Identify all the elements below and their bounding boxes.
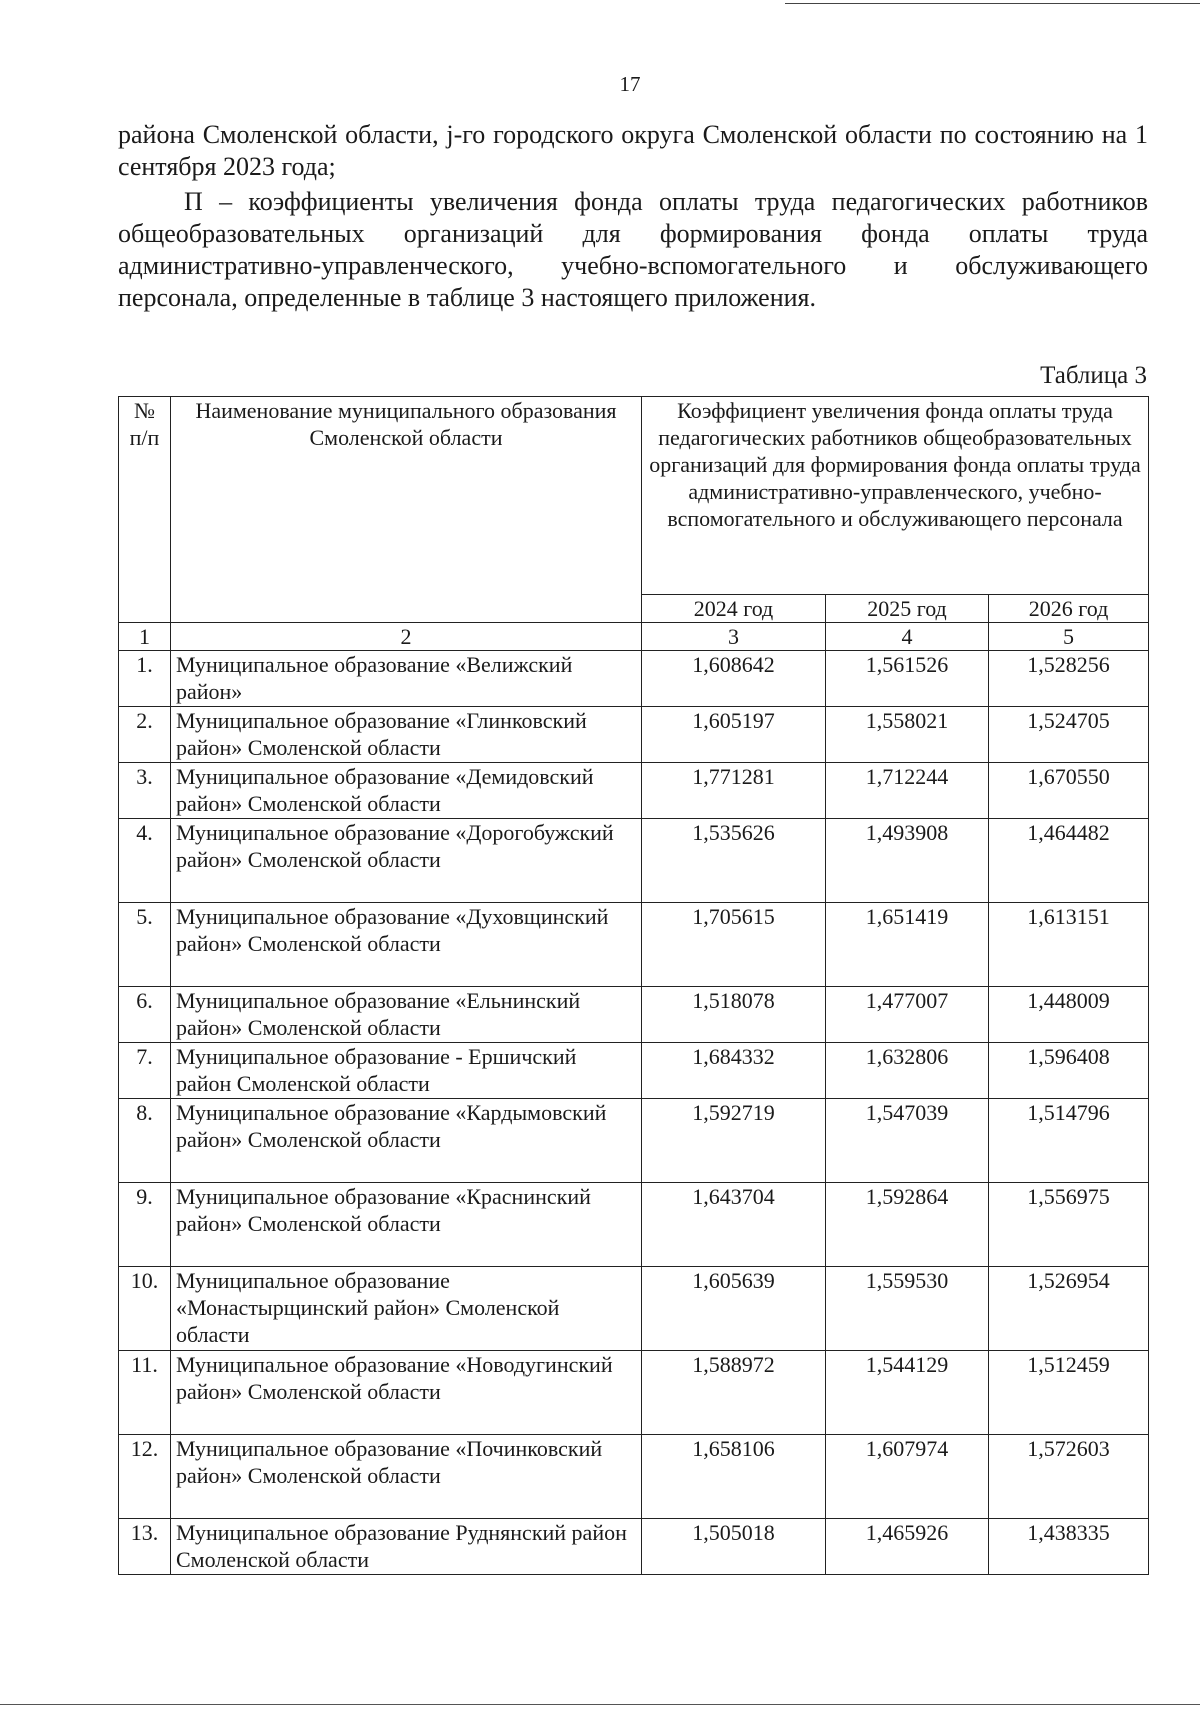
coefficient-2025: 1,477007 <box>826 987 989 1043</box>
coefficient-2026: 1,670550 <box>989 763 1149 819</box>
coefficient-2024: 1,605639 <box>642 1267 826 1351</box>
coefficient-2024: 1,518078 <box>642 987 826 1043</box>
municipality-name: Муниципальное образование «Духовщинский район» Смоленской области <box>171 903 642 987</box>
row-number: 8. <box>119 1099 171 1183</box>
coefficient-2025: 1,592864 <box>826 1183 989 1267</box>
coefficient-2026: 1,464482 <box>989 819 1149 903</box>
table-row <box>119 1043 1149 1099</box>
coefficient-2026: 1,514796 <box>989 1099 1149 1183</box>
table-row <box>119 651 1149 707</box>
column-number-2: 2 <box>171 623 642 651</box>
coefficient-2026: 1,572603 <box>989 1435 1149 1519</box>
row-number: 12. <box>119 1435 171 1519</box>
coefficient-2026: 1,526954 <box>989 1267 1149 1351</box>
table-row <box>119 1183 1149 1267</box>
page-number: 17 <box>619 72 641 96</box>
table-row <box>119 819 1149 903</box>
coefficient-2024: 1,592719 <box>642 1099 826 1183</box>
coefficient-2026: 1,613151 <box>989 903 1149 987</box>
table-row <box>119 1519 1149 1575</box>
header-municipality-name: Наименование муниципального образования Смоленской области <box>171 397 642 623</box>
coefficient-2026: 1,448009 <box>989 987 1149 1043</box>
municipality-name: Муниципальное образование «Краснинский район» Смоленской области <box>171 1183 642 1267</box>
coefficient-2026: 1,528256 <box>989 651 1149 707</box>
coefficients-table <box>118 396 1149 1575</box>
table-row <box>119 1351 1149 1435</box>
table-row <box>119 1267 1149 1351</box>
coefficient-2025: 1,607974 <box>826 1435 989 1519</box>
coefficient-2025: 1,547039 <box>826 1099 989 1183</box>
table-row <box>119 903 1149 987</box>
coefficient-2024: 1,535626 <box>642 819 826 903</box>
header-year-2026: 2026 год <box>989 595 1149 623</box>
top-rule <box>785 3 1200 4</box>
column-number-5: 5 <box>989 623 1149 651</box>
municipality-name: Муниципальное образование «Велижский район» <box>171 651 642 707</box>
municipality-name: Муниципальное образование «Монастырщинский район» Смоленской области <box>171 1267 642 1351</box>
row-number: 11. <box>119 1351 171 1435</box>
row-number: 7. <box>119 1043 171 1099</box>
row-number: 5. <box>119 903 171 987</box>
table-row <box>119 1435 1149 1519</box>
municipality-name: Муниципальное образование «Починковский район» Смоленской области <box>171 1435 642 1519</box>
coefficient-2024: 1,588972 <box>642 1351 826 1435</box>
column-number-1: 1 <box>119 623 171 651</box>
header-year-2024: 2024 год <box>642 595 826 623</box>
coefficient-2025: 1,465926 <box>826 1519 989 1575</box>
header-number: № п/п <box>119 397 171 623</box>
municipality-name: Муниципальное образование «Кардымовский район» Смоленской области <box>171 1099 642 1183</box>
header-year-2025: 2025 год <box>826 595 989 623</box>
coefficient-2026: 1,596408 <box>989 1043 1149 1099</box>
coefficient-2026: 1,438335 <box>989 1519 1149 1575</box>
row-number: 13. <box>119 1519 171 1575</box>
column-number-4: 4 <box>826 623 989 651</box>
municipality-name: Муниципальное образование Руднянский район Смоленской области <box>171 1519 642 1575</box>
row-number: 6. <box>119 987 171 1043</box>
row-number: 1. <box>119 651 171 707</box>
coefficient-2024: 1,705615 <box>642 903 826 987</box>
municipality-name: Муниципальное образование - Ершичский район Смоленской области <box>171 1043 642 1099</box>
coefficient-2025: 1,561526 <box>826 651 989 707</box>
row-number: 2. <box>119 707 171 763</box>
coefficient-2024: 1,605197 <box>642 707 826 763</box>
table-row <box>119 707 1149 763</box>
coefficient-2026: 1,524705 <box>989 707 1149 763</box>
bottom-rule <box>0 1704 1200 1705</box>
municipality-name: Муниципальное образование «Новодугинский район» Смоленской области <box>171 1351 642 1435</box>
municipality-name: Муниципальное образование «Демидовский район» Смоленской области <box>171 763 642 819</box>
coefficient-2025: 1,651419 <box>826 903 989 987</box>
coefficient-2024: 1,771281 <box>642 763 826 819</box>
table-row <box>119 763 1149 819</box>
paragraph-continuation: района Смоленской области, j-го городского округа Смоленской области по состоянию на 1 сентября 2023 года; <box>118 120 1148 181</box>
coefficient-2026: 1,556975 <box>989 1183 1149 1267</box>
column-number-3: 3 <box>642 623 826 651</box>
coefficient-2024: 1,684332 <box>642 1043 826 1099</box>
municipality-name: Муниципальное образование «Дорогобужский район» Смоленской области <box>171 819 642 903</box>
municipality-name: Муниципальное образование «Ельнинский район» Смоленской области <box>171 987 642 1043</box>
coefficient-2024: 1,505018 <box>642 1519 826 1575</box>
row-number: 9. <box>119 1183 171 1267</box>
row-number: 3. <box>119 763 171 819</box>
coefficient-2024: 1,643704 <box>642 1183 826 1267</box>
coefficient-2025: 1,632806 <box>826 1043 989 1099</box>
header-coefficient: Коэффициент увеличения фонда оплаты труда педагогических работников общеобразовательных организаций для формирования фонда оплаты труда административно-управленческого, учебно-вспомогательного и обслуживающего персонала <box>642 397 1149 595</box>
table-caption: Таблица 3 <box>1040 362 1147 389</box>
coefficient-2024: 1,608642 <box>642 651 826 707</box>
paragraph-definition: П – коэффициенты увеличения фонда оплаты труда педагогических работников общеобразовательных организаций для формирования фонда оплаты труда административно-управленческого, учебно-вспомогательного и обслуживающего персонала, определенные в таблице 3 настоящего приложения. <box>118 187 1148 312</box>
table-row <box>119 987 1149 1043</box>
coefficient-2025: 1,493908 <box>826 819 989 903</box>
coefficient-2024: 1,658106 <box>642 1435 826 1519</box>
coefficient-2026: 1,512459 <box>989 1351 1149 1435</box>
coefficient-2025: 1,712244 <box>826 763 989 819</box>
coefficient-2025: 1,558021 <box>826 707 989 763</box>
coefficient-2025: 1,559530 <box>826 1267 989 1351</box>
row-number: 4. <box>119 819 171 903</box>
coefficient-2025: 1,544129 <box>826 1351 989 1435</box>
table-row <box>119 1099 1149 1183</box>
municipality-name: Муниципальное образование «Глинковский район» Смоленской области <box>171 707 642 763</box>
row-number: 10. <box>119 1267 171 1351</box>
